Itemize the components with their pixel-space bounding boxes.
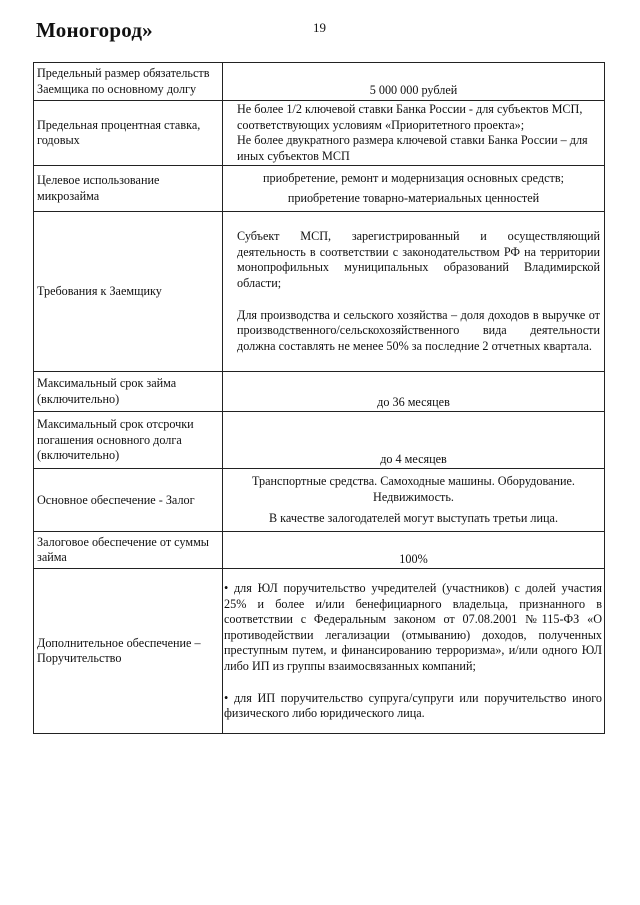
purpose-inventory: приобретение товарно-материальных ценностей <box>287 191 540 206</box>
max-deferral-label: Максимальный срок отсрочки погашения основного долга (включительно) <box>34 412 223 469</box>
page-number: 19 <box>313 20 326 35</box>
table-row <box>34 212 605 372</box>
table-row <box>34 63 605 101</box>
interest-rate-priority: Не более 1/2 ключевой ставки Банка России - для субъектов МСП, соответствующих условиям «Приоритетного проекта»; <box>237 102 583 132</box>
guarantee-value <box>223 569 605 734</box>
collateral-share-value: 100% <box>223 532 605 569</box>
requirements-value <box>223 212 605 372</box>
collateral-share-label: Залоговое обеспечение от суммы займа <box>34 532 223 569</box>
max-deferral-value: до 4 месяцев <box>223 412 605 469</box>
table-row <box>34 372 605 412</box>
guarantee-label: Дополнительное обеспечение – Поручительство <box>34 569 223 734</box>
requirements-label: Требования к Заемщику <box>34 212 223 372</box>
collateral-label: Основное обеспечение - Залог <box>34 469 223 532</box>
purpose-label: Целевое использование микрозайма <box>34 166 223 212</box>
table-row <box>34 569 605 734</box>
table-row <box>34 532 605 569</box>
max-obligation-value: 5 000 000 рублей <box>223 63 605 101</box>
max-obligation-label: Предельный размер обязательств Заемщика по основному долгу <box>34 63 223 101</box>
table-row <box>34 469 605 532</box>
guarantee-legal-entity: • для ЮЛ поручительство учредителей (участников) с долей участия 25% и более и/или бенефициарного владельца, признанного в соответствии с Федеральным законом от 07.08.2001 №115-ФЗ «О противодействии легализации (отмыванию) доходов, полученных преступным путем, и финансированию терроризма», и/или одного ЮЛ либо ИП из группы взаимосвязанных компаний; <box>224 581 602 673</box>
collateral-third-parties: В качестве залогодателей могут выступать третьи лица. <box>268 510 559 525</box>
table-row <box>34 412 605 469</box>
requirements-income-share: Для производства и сельского хозяйства – доля доходов в выручке от производственного/сельскохозяйственного вида деятельности должна составлять не менее 50% за последние 2 отчетных квартала. <box>237 307 600 353</box>
max-term-label: Максимальный срок займа (включительно) <box>34 372 223 412</box>
interest-rate-value <box>223 101 605 166</box>
collateral-value <box>223 469 605 532</box>
purpose-value <box>223 166 605 212</box>
document-title: Моногород» <box>36 18 153 42</box>
table-row <box>34 166 605 212</box>
loan-terms-table <box>33 62 605 734</box>
purpose-fixed-assets: приобретение, ремонт и модернизация основных средств; <box>263 170 564 185</box>
table-row <box>34 101 605 166</box>
collateral-assets: Транспортные средства. Самоходные машины. Оборудование. Недвижимость. <box>252 474 575 505</box>
interest-rate-other: Не более двукратного размера ключевой ставки Банка России – для иных субъектов МСП <box>237 133 588 163</box>
guarantee-individual-entrepreneur: • для ИП поручительство супруга/супруги или поручительство иного физического либо юридического лица. <box>224 690 602 721</box>
requirements-registration: Субъект МСП, зарегистрированный и осуществляющий деятельность в соответствии с законодательством РФ на территории монопрофильных муниципальных образований Владимирской области; <box>237 229 600 291</box>
interest-rate-label: Предельная процентная ставка, годовых <box>34 101 223 166</box>
max-term-value: до 36 месяцев <box>223 372 605 412</box>
